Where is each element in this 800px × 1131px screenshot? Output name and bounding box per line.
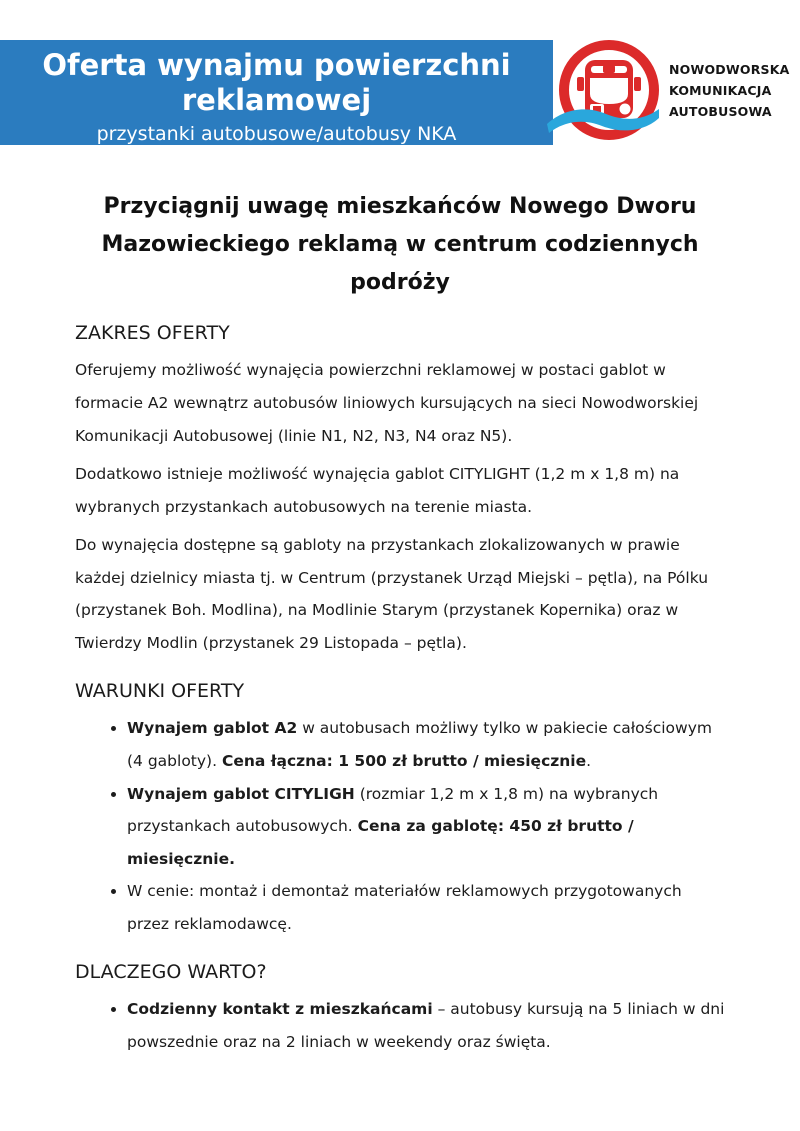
logo-text bbox=[669, 59, 789, 122]
logo-text-line-3: AUTOBUSOWA bbox=[669, 103, 772, 119]
list-item-text: – autobusy kursują na 5 liniach w dni powszednie oraz na 2 liniach w weekendy oraz święta. bbox=[127, 1000, 725, 1051]
list-item-price-bold: Cena łączna: 1 500 zł brutto / miesięcznie bbox=[221, 751, 587, 770]
nka-logo bbox=[543, 36, 789, 150]
list-item-text: (rozmiar 1,2 m x 1,8 m) na wybranych przystankach autobusowych. bbox=[127, 784, 659, 836]
header-banner bbox=[0, 40, 553, 145]
list-item-wynajem-citylight bbox=[127, 778, 725, 876]
list-item-w-cenie bbox=[127, 875, 725, 940]
document-body bbox=[75, 188, 725, 1058]
section-dlaczego-warto bbox=[75, 961, 725, 1058]
intro-headline: Przyciągnij uwagę mieszkańców Nowego Dworu Mazowieckiego reklamą w centrum codziennych podróży bbox=[101, 194, 699, 295]
banner-title: Oferta wynajmu powierzchni reklamowej bbox=[42, 48, 511, 118]
logo-text-line-2: KOMUNIKACJA bbox=[669, 82, 772, 98]
list-item-bold: Wynajem gablot CITYLIGH bbox=[127, 784, 355, 803]
warunki-list bbox=[75, 712, 725, 940]
list-item-price-bold: Cena za gablotę: 450 zł brutto / miesięcznie. bbox=[127, 817, 634, 868]
banner-subtitle: przystanki autobusowe/autobusy NKA bbox=[96, 122, 457, 145]
list-item-wynajem-a2 bbox=[127, 712, 725, 777]
list-item-text: w autobusach możliwy tylko w pakiecie całościowym (4 gabloty). bbox=[127, 719, 712, 770]
section-zakres-oferty bbox=[75, 322, 725, 659]
section-heading-dlaczego: DLACZEGO WARTO? bbox=[75, 961, 267, 984]
list-item-bold: Codzienny kontakt z mieszkańcami bbox=[127, 1000, 433, 1019]
section-warunki-oferty bbox=[75, 680, 725, 940]
dlaczego-list bbox=[75, 993, 725, 1058]
bus-logo-icon bbox=[543, 36, 665, 150]
section-heading-warunki: WARUNKI OFERTY bbox=[75, 680, 245, 703]
logo-text-line-1: NOWODWORSKA bbox=[669, 61, 790, 77]
list-item-codzienny-kontakt bbox=[127, 993, 725, 1058]
paragraph-oferta-gabloty: Oferujemy możliwość wynajęcia powierzchni reklamowej w postaci gablot w formacie A2 wewnątrz autobusów liniowych kursujących na sieci Nowodworskiej Komunikacji Autobusowej (linie N1, N2, N3, N4 oraz N5). bbox=[75, 361, 699, 445]
list-item-text-end: . bbox=[586, 751, 592, 770]
paragraph-citylight: Dodatkowo istnieje możliwość wynajęcia gablot CITYLIGHT (1,2 m x 1,8 m) na wybranych przystankach autobusowych na terenie miasta. bbox=[75, 465, 680, 516]
list-item-text: W cenie: montaż i demontaż materiałów reklamowych przygotowanych przez reklamodawcę. bbox=[127, 882, 682, 933]
section-heading-zakres: ZAKRES OFERTY bbox=[75, 322, 230, 345]
list-item-bold: Wynajem gablot A2 bbox=[127, 719, 298, 738]
document-header bbox=[0, 0, 800, 150]
paragraph-lokalizacje: Do wynajęcia dostępne są gabloty na przystankach zlokalizowanych w prawie każdej dzielnicy miasta tj. w Centrum (przystanek Urząd Miejski – pętla), na Pólku (przystanek Boh. Modlina), na Modlinie Starym (przystanek Kopernika) oraz w Twierdzy Modlin (przystanek 29 Listopada – pętla). bbox=[75, 536, 709, 652]
